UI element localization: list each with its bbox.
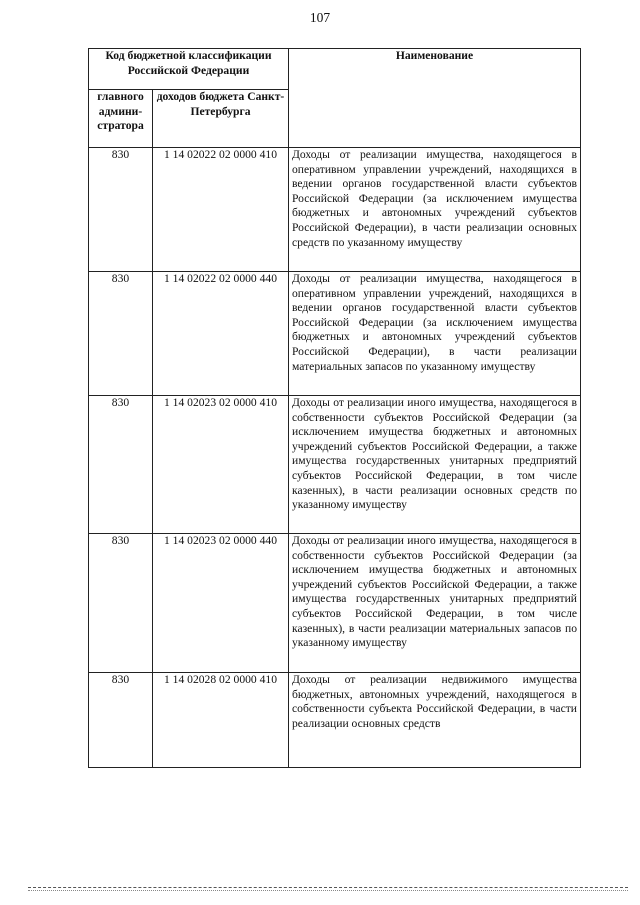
- revenue-code-cell: 1 14 02023 02 0000 440: [153, 534, 289, 673]
- admin-code-cell: 830: [89, 534, 153, 673]
- table-row: [89, 148, 581, 272]
- header-chief-administrator: главного админи-стратора: [89, 90, 153, 148]
- header-name: Наименование: [289, 49, 581, 148]
- revenue-code-cell: 1 14 02028 02 0000 410: [153, 673, 289, 768]
- admin-code-cell: 830: [89, 673, 153, 768]
- table-row: [89, 673, 581, 768]
- table-row: [89, 534, 581, 673]
- header-classification-code: Код бюджетной классификации Российской Федерации: [89, 49, 289, 90]
- revenue-name-cell: Доходы от реализации иного имущества, находящегося в собственности субъектов Российской Федерации (за исключением имущества бюджетных и автономных учреждений субъектов Российской Федерации, а также имущества государственных унитарных предприятий субъектов Российской Федерации, в том числе казенных), в части реализации материальных запасов по указанному имуществу: [289, 534, 581, 673]
- revenue-name-cell: Доходы от реализации недвижимого имущества бюджетных, автономных учреждений, находящегося в собственности субъекта Российской Федерации, в части реализации основных средств: [289, 673, 581, 768]
- revenue-code-cell: 1 14 02022 02 0000 410: [153, 148, 289, 272]
- table-row: [89, 396, 581, 534]
- revenue-name-cell: Доходы от реализации имущества, находящегося в оперативном управлении учреждений, находящихся в ведении органов государственной власти субъектов Российской Федерации (за исключением имущества бюджетных и автономных учреждений субъектов Российской Федерации), в части реализации основных средств по указанному имуществу: [289, 148, 581, 272]
- page-number: 107: [309, 10, 331, 25]
- admin-code-cell: 830: [89, 148, 153, 272]
- admin-code-cell: 830: [89, 272, 153, 396]
- header-budget-revenue: доходов бюджета Санкт-Петербурга: [153, 90, 289, 148]
- revenue-code-cell: 1 14 02022 02 0000 440: [153, 272, 289, 396]
- scan-footer-line: [28, 890, 628, 891]
- table-row: [89, 272, 581, 396]
- revenue-name-cell: Доходы от реализации иного имущества, находящегося в собственности субъектов Российской Федерации (за исключением имущества бюджетных и автономных учреждений субъектов Российской Федерации, а также имущества государственных унитарных предприятий субъектов Российской Федерации, в том числе казенных), в части реализации основных средств по указанному имуществу: [289, 396, 581, 534]
- admin-code-cell: 830: [89, 396, 153, 534]
- revenue-code-cell: 1 14 02023 02 0000 410: [153, 396, 289, 534]
- budget-classification-table: [88, 48, 581, 768]
- revenue-name-cell: Доходы от реализации имущества, находящегося в оперативном управлении учреждений, находящихся в ведении органов государственной власти субъектов Российской Федерации (за исключением имущества бюджетных и автономных учреждений субъектов Российской Федерации), в части реализации материальных запасов по указанному имуществу: [289, 272, 581, 396]
- scan-footer-line: [28, 887, 628, 888]
